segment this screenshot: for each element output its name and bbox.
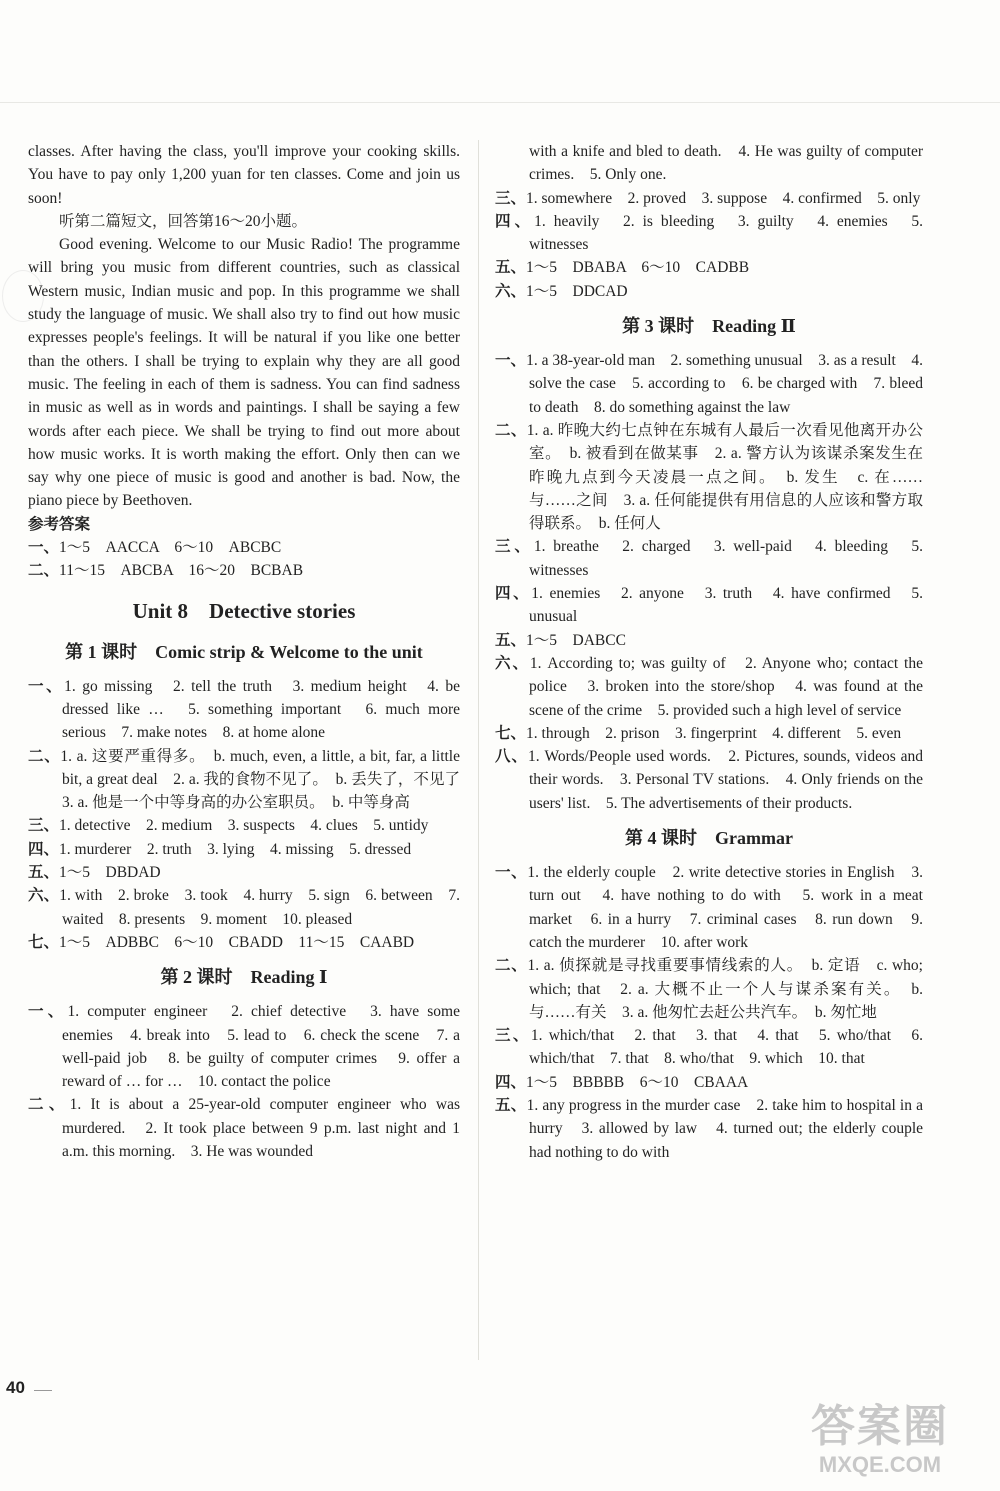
answers-title: 参考答案 bbox=[28, 515, 91, 533]
list-item: 八、1. Words/People used words. 2. Pictures, sounds, videos and their words. 3. Personal TV stations. 4. Only friends on the users' list. 5. The advertisements of their products. bbox=[495, 748, 923, 812]
list-item: 二、11～15 ABCBA 16～20 BCBAB bbox=[28, 562, 304, 580]
list-item: 一、1～5 AACCA 6～10 ABCBC bbox=[28, 539, 282, 557]
list-item: 五、1～5 DABCC bbox=[495, 631, 626, 649]
list-item: 四、1. enemies 2. anyone 3. truth 4. have confirmed 5. unusual bbox=[495, 585, 923, 626]
list-item: 二、1. a. 侦探就是寻找重要事情线索的人。 b. 定语 c. who; which; that 2. a. 大概不止一个人与谋杀案有关。 b. 与……有关 3. a. 他匆忙去赶公共汽车。 b. 匆忙地 bbox=[495, 957, 923, 1021]
watermark-en: MXQE.COM bbox=[818, 1452, 942, 1477]
list-item: 三、1. somewhere 2. proved 3. suppose 4. confirmed 5. only bbox=[495, 189, 921, 207]
unit-title: Unit 8 Detective stories bbox=[132, 598, 356, 623]
list-item: 二、1. It is about a 25-year-old computer engineer who was murdered. 2. It took place between 9 p.m. last night and 1 a.m. this morning. 3. He was wounded bbox=[28, 1096, 460, 1160]
footer-rule bbox=[34, 1390, 52, 1391]
watermark-logo bbox=[780, 1401, 980, 1481]
left-column bbox=[28, 140, 476, 1163]
list-item: 七、1. through 2. prison 3. fingerprint 4. different 5. even bbox=[495, 724, 902, 742]
list-item: 一、1. the elderly couple 2. write detective stories in English 3. turn out 4. have nothing to do with 5. work in a meat market 6. in a hurry 7. criminal cases 8. run down 9. catch the murderer 10. after work bbox=[495, 864, 923, 951]
passage1-end: classes. After having the class, you'll improve your cooking skills. You have to pay only 1,200 yuan for ten classes. Come and join us soon! bbox=[28, 143, 460, 207]
list-item: 六、1～5 DDCAD bbox=[495, 282, 628, 300]
passage2-text: Good evening. Welcome to our Music Radio! The programme will bring you music from different countries, such as classical Western music, Indian music and pop. In this programme we shall study the language of music. We shall also try to find out how music expresses people's feelings. It will be natural if you like one better than the others. I shall be trying to explain why they are all good music. The feeling in each of them is sadness. You can find sadness in music as well as in words and paintings. I shall be saying a few words after each piece. We shall be trying to find out more about how music works. It is worth making the effort. Only then can we say why one piece of music is good and another is bad. Now, the piano piece by Beethoven. bbox=[28, 236, 460, 510]
lesson2-title: 第 2 课时 Reading Ⅰ bbox=[160, 967, 328, 988]
list-item: 三、1. breathe 2. charged 3. well-paid 4. bleeding 5. witnesses bbox=[495, 538, 923, 579]
list-item: 二、1. a. 昨晚大约七点钟在东城有人最后一次看见他离开办公室。 b. 被看到在做某事 2. a. 警方认为该谋杀案发生在昨晚九点到今天凌晨一点之间。 b. 发生 c. 在……与……之间 3. a. 任何能提供有用信息的人应该和警方取得联系。 b. 任何人 bbox=[495, 421, 923, 533]
list-item: 四、1. heavily 2. is bleeding 3. guilty 4. enemies 5. witnesses bbox=[495, 212, 923, 254]
list-item: 五、1～5 DBABA 6～10 CADBB bbox=[495, 259, 750, 277]
page-number: 40 bbox=[6, 1378, 25, 1397]
list-item: 四、1～5 BBBBB 6～10 CBAAA bbox=[495, 1073, 749, 1091]
watermark-cn: 答案圈 bbox=[811, 1402, 949, 1451]
lesson1-list bbox=[28, 675, 476, 955]
list-item: 七、1～5 ADBBC 6～10 CBADD 11～15 CAABD bbox=[28, 933, 415, 951]
right-column bbox=[495, 140, 923, 1164]
list-item: 三、1. which/that 2. that 3. that 4. that 5. who/that 6. which/that 7. that 8. who/that 9. which 10. that bbox=[495, 1027, 923, 1068]
list-item: 一、1. a 38-year-old man 2. something unusual 3. as a result 4. solve the case 5. according to 6. be charged with 7. bleed to death 8. do something against the law bbox=[495, 352, 923, 416]
lesson3-title: 第 3 课时 Reading Ⅱ bbox=[622, 316, 796, 337]
lesson2-continued: with a knife and bled to death. 4. He was guilty of computer crimes. 5. Only one. bbox=[529, 143, 923, 184]
list-item: 六、1. with 2. broke 3. took 4. hurry 5. sign 6. between 7. waited 8. presents 9. moment 10. pleased bbox=[28, 887, 460, 928]
list-item: 三、1. detective 2. medium 3. suspects 4. clues 5. untidy bbox=[28, 817, 429, 835]
column-divider bbox=[478, 140, 479, 1360]
lesson2-list bbox=[28, 1000, 460, 1163]
lesson1-title: 第 1 课时 Comic strip & Welcome to the unit bbox=[65, 641, 423, 662]
list-item: 一、1. computer engineer 2. chief detective 3. have some enemies 4. break into 5. lead to 6. check the scene 7. a well-paid job 8. be guilty of computer crimes 9. offer a reward of … for … 10. contact the police bbox=[28, 1003, 460, 1091]
list-item: 二、1. a. 这要严重得多。 b. much, even, a little, a bit, far, a little bit, a great deal 2. a. 我的食物不见了。 b. 丢失了，不见了 3. a. 他是一个中等身高的办公室职员。 b. 中等身高 bbox=[28, 747, 476, 812]
list-item: 一、1. go missing 2. tell the truth 3. medium height 4. be dressed like … 5. something important 6. much more serious 7. make notes 8. at home alone bbox=[28, 677, 460, 742]
lesson2-list-cont bbox=[495, 187, 923, 303]
list-item: 六、1. According to; was guilty of 2. Anyone who; contact the police 3. broken into the store/shop 4. was found at the scene of the crime 5. provided such a high level of service bbox=[495, 654, 923, 719]
passage2-heading: 听第二篇短文，回答第16～20小题。 bbox=[59, 212, 308, 230]
list-item: 四、1. murderer 2. truth 3. lying 4. missing 5. dressed bbox=[28, 840, 412, 858]
lesson4-list bbox=[495, 861, 923, 1164]
header-rule bbox=[0, 102, 1000, 103]
list-item: 五、1. any progress in the murder case 2. take him to hospital in a hurry 3. allowed by law 4. turned out; the elderly couple had nothing to do with bbox=[495, 1096, 923, 1161]
answers-list bbox=[28, 536, 460, 583]
lesson3-list bbox=[495, 349, 923, 815]
list-item: 五、1～5 DBDAD bbox=[28, 864, 161, 882]
lesson4-title: 第 4 课时 Grammar bbox=[625, 828, 793, 849]
